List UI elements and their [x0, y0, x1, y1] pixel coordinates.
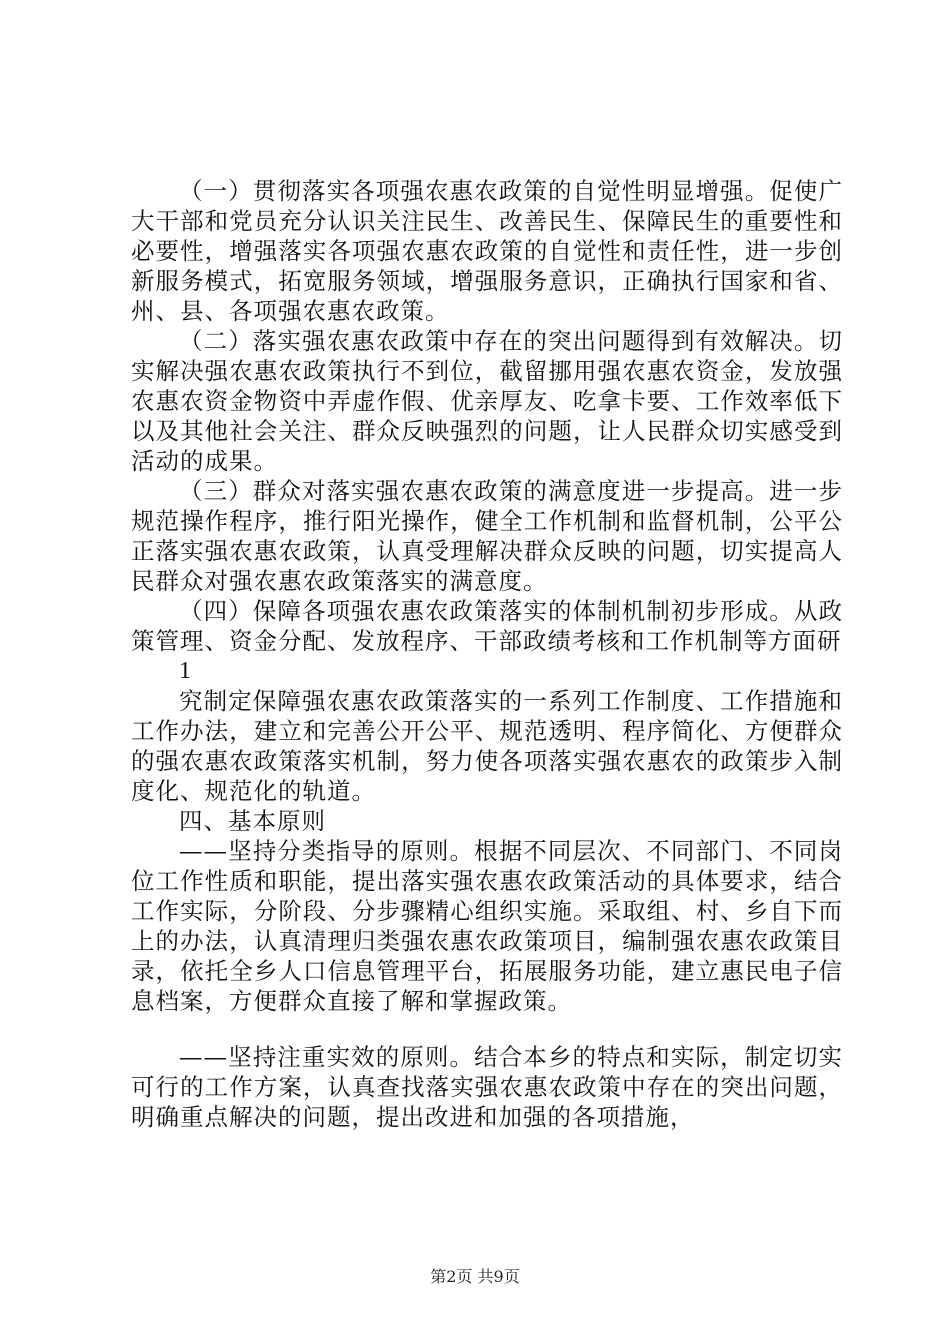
document-body — [131, 176, 843, 1132]
paragraph-principle-2: ——坚持注重实效的原则。结合本乡的特点和实际，制定切实可行的工作方案，认真查找落实强农惠农政策中存在的突出问题，明确重点解决的问题，提出改进和加强的各项措施， — [131, 1043, 843, 1131]
paragraph-goal-1: （一）贯彻落实各项强农惠农政策的自觉性明显增强。促使广大干部和党员充分认识关注民生、改善民生、保障民生的重要性和必要性，增强落实各项强农惠农政策的自觉性和责任性，进一步创新服务模式，拓宽服务领域，增强服务意识，正确执行国家和省、州、县、各项强农惠农政策。 — [131, 177, 843, 325]
paragraph-goal-2: （二）落实强农惠农政策中存在的突出问题得到有效解决。切实解决强农惠农政策执行不到位，截留挪用强农惠农资金，发放强农惠农资金物资中弄虚作假、优亲厚友、吃拿卡要、工作效率低下以及其他社会关注、群众反映强烈的问题，让人民群众切实感受到活动的成果。 — [131, 327, 843, 475]
paragraph-goal-4: （四）保障各项强农惠农政策落实的体制机制初步形成。从政策管理、资金分配、发放程序、干部政绩考核和工作机制等方面研 — [131, 597, 843, 655]
section-heading-principles: 四、基本原则 — [179, 807, 326, 835]
paragraph-spacer — [131, 1016, 843, 1042]
paragraph-goal-4-continued: 究制定保障强农惠农政策落实的一系列工作制度、工作措施和工作办法，建立和完善公开公平、规范透明、程序简化、方便群众的强农惠农政策落实机制，努力使各项落实强农惠农的政策步入制度化、规范化的轨道。 — [131, 687, 843, 805]
page-break-marker: 1 — [179, 658, 191, 684]
paragraph-goal-3: （三）群众对落实强农惠农政策的满意度进一步提高。进一步规范操作程序，推行阳光操作，健全工作机制和监督机制，公平公正落实强农惠农政策，认真受理解决群众反映的问题，切实提高人民群众对强农惠农政策落实的满意度。 — [131, 477, 843, 595]
page-footer: 第2页 共9页 — [430, 1267, 520, 1286]
paragraph-principle-1: ——坚持分类指导的原则。根据不同层次、不同部门、不同岗位工作性质和职能，提出落实强农惠农政策活动的具体要求，结合工作实际，分阶段、分步骤精心组织实施。采取组、村、乡自下而上的办法，认真清理归类强农惠农政策项目，编制强农惠农政策目录，依托全乡人口信息管理平台，拓展服务功能，建立惠民电子信息档案，方便群众直接了解和掌握政策。 — [131, 837, 843, 1015]
